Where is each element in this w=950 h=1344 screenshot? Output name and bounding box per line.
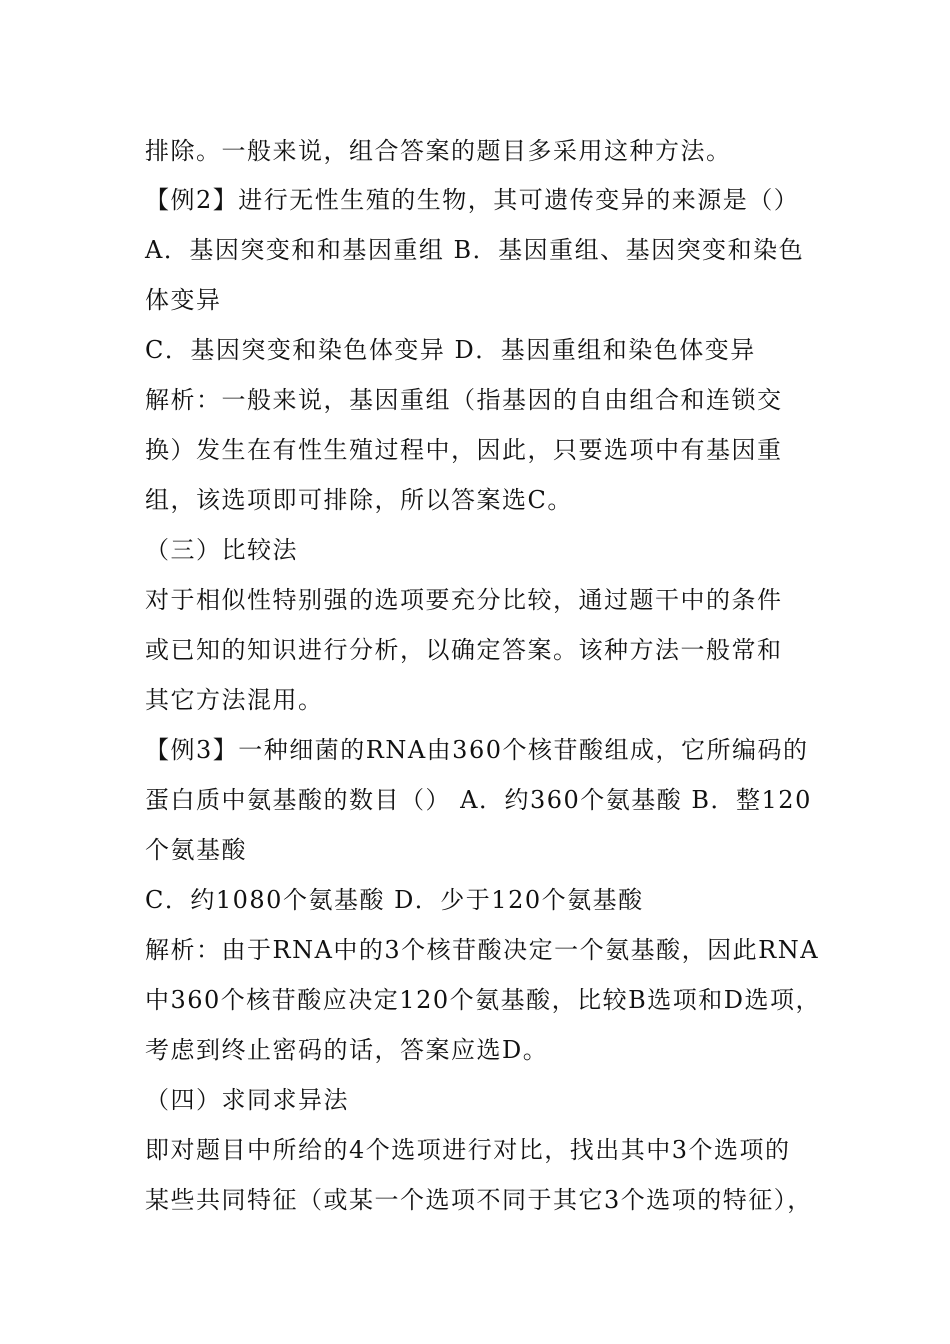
example-2-options: A．基因突变和和基因重组 B．基因重组、基因突变和染色 bbox=[145, 236, 805, 264]
example-3-analysis: 解析：由于RNA中的3个核苷酸决定一个氨基酸，因此RNA bbox=[145, 936, 820, 964]
example-2-analysis: 组，该选项即可排除，所以答案选C。 bbox=[145, 486, 573, 514]
text-line: 对于相似性特别强的选项要充分比较，通过题干中的条件 bbox=[145, 586, 783, 614]
text-line: 某些共同特征（或某一个选项不同于其它3个选项的特征）， bbox=[145, 1186, 813, 1214]
example-3-analysis: 考虑到终止密码的话，答案应选D。 bbox=[145, 1036, 549, 1064]
example-2-options-cont: 体变异 bbox=[145, 286, 222, 314]
example-3-options: 个氨基酸 bbox=[145, 836, 247, 864]
text-line: 或已知的知识进行分析，以确定答案。该种方法一般常和 bbox=[145, 636, 783, 664]
section-heading-similarity: （四）求同求异法 bbox=[145, 1086, 349, 1114]
text-line: 排除。一般来说，组合答案的题目多采用这种方法。 bbox=[145, 137, 732, 165]
section-heading-comparison: （三）比较法 bbox=[145, 536, 298, 564]
example-2-analysis: 解析：一般来说，基因重组（指基因的自由组合和连锁交 bbox=[145, 386, 783, 414]
example-3-question: 【例3】一种细菌的RNA由360个核苷酸组成，它所编码的 bbox=[145, 736, 809, 764]
example-3-analysis: 中360个核苷酸应决定120个氨基酸，比较B选项和D选项， bbox=[145, 986, 821, 1014]
text-line: 其它方法混用。 bbox=[145, 686, 324, 714]
example-2-analysis: 换）发生在有性生殖过程中，因此，只要选项中有基因重 bbox=[145, 436, 783, 464]
example-3-options: C．约1080个氨基酸 D．少于120个氨基酸 bbox=[145, 886, 644, 914]
text-line: 即对题目中所给的4个选项进行对比，找出其中3个选项的 bbox=[145, 1136, 791, 1164]
example-3-question: 蛋白质中氨基酸的数目（） A．约360个氨基酸 B．整120 bbox=[145, 786, 812, 814]
example-2-question: 【例2】进行无性生殖的生物，其可遗传变异的来源是（） bbox=[145, 186, 800, 214]
example-2-options: C．基因突变和染色体变异 D．基因重组和染色体变异 bbox=[145, 336, 756, 364]
